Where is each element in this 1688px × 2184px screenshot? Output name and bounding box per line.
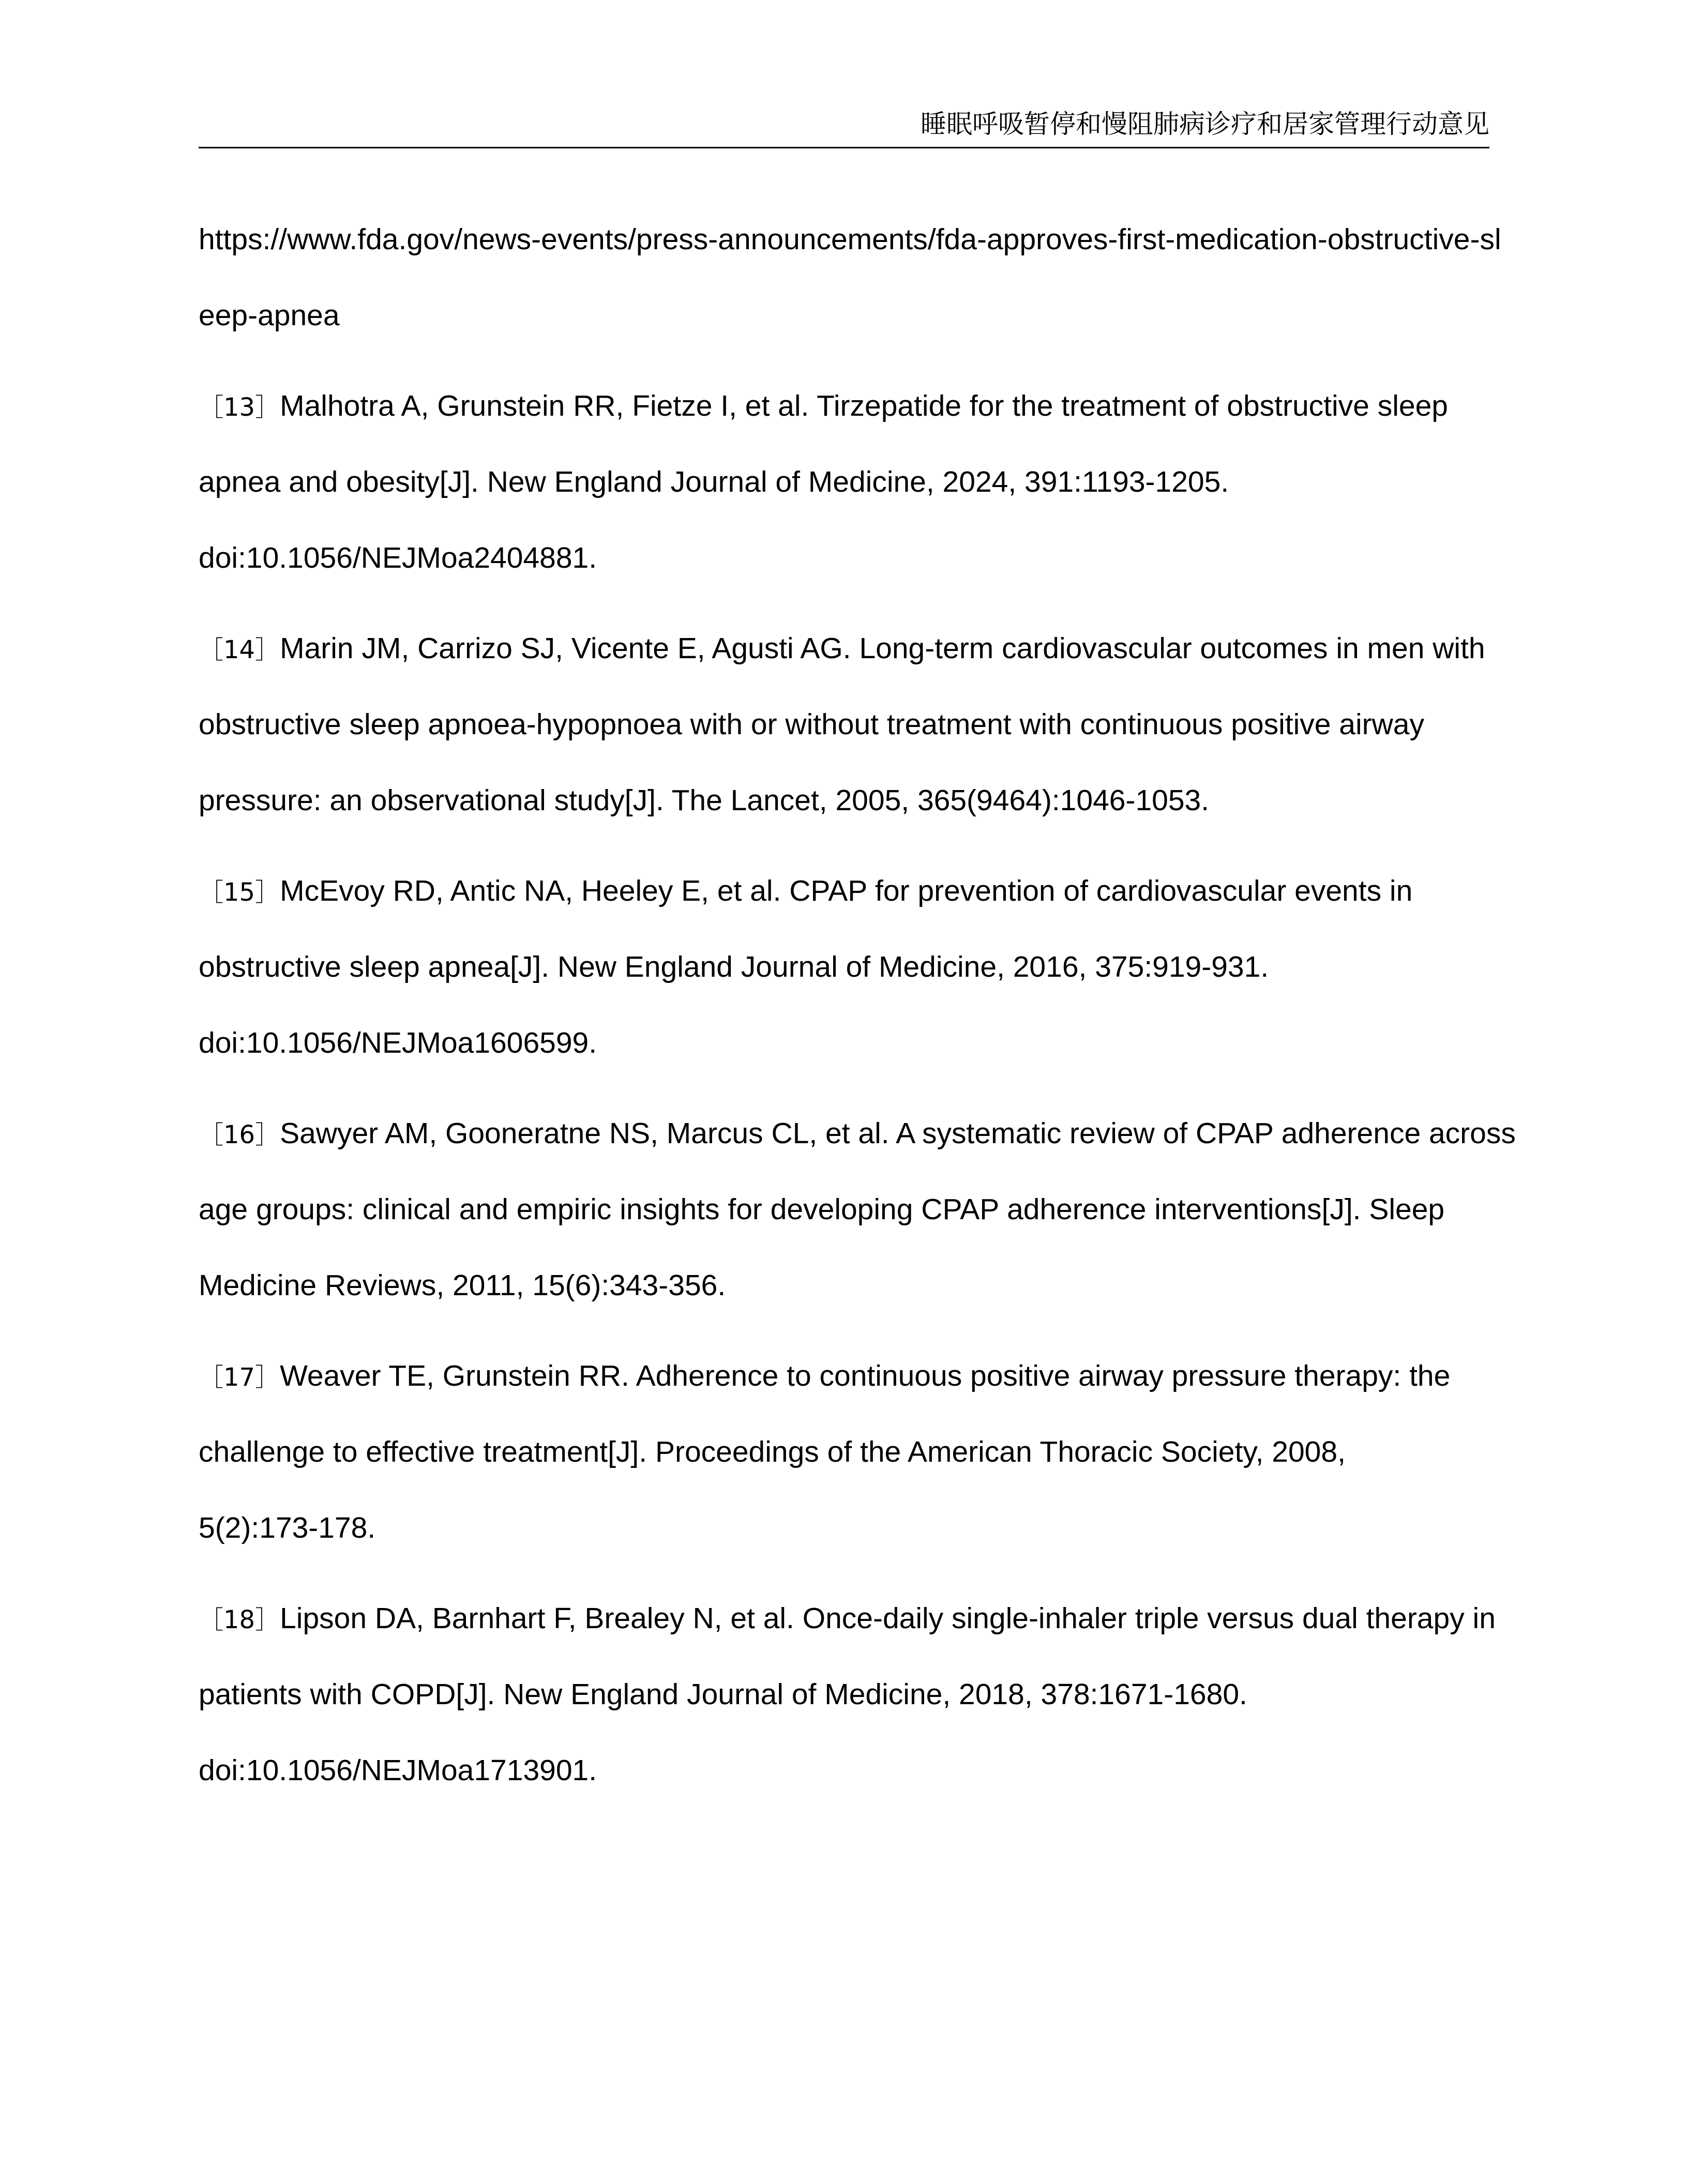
reference-line: doi:10.1056/NEJMoa1606599. [199,1026,597,1059]
reference-line: apnea and obesity[J]. New England Journal of Medicine, 2024, 391:1193-1205. [199,465,1229,498]
reference-line: doi:10.1056/NEJMoa2404881. [199,541,597,574]
reference-entry-15 [199,853,1491,1081]
url-continuation [199,202,1501,354]
reference-line [199,1338,1491,1414]
reference-line: obstructive sleep apnea[J]. New England Journal of Medicine, 2016, 375:919-931. [199,950,1269,983]
reference-text: Weaver TE, Grunstein RR. Adherence to continuous positive airway pressure therapy: the [280,1359,1451,1392]
reference-number: ［16］ [199,1120,280,1149]
header-divider [199,147,1489,148]
reference-line: pressure: an observational study[J]. The Lancet, 2005, 365(9464):1046-1053. [199,784,1210,817]
reference-line: age groups: clinical and empiric insights for developing CPAP adherence interventions[J]. Sleep [199,1193,1445,1226]
reference-line: 5(2):173-178. [199,1511,376,1544]
reference-line: patients with COPD[J]. New England Journal of Medicine, 2018, 378:1671-1680. [199,1678,1247,1711]
reference-line [199,853,1491,929]
reference-entry-16 [199,1096,1516,1324]
url-line: eep-apnea [199,299,340,332]
reference-line [199,1096,1516,1172]
reference-line: challenge to effective treatment[J]. Proceedings of the American Thoracic Society, 2008, [199,1435,1346,1468]
url-line: https://www.fda.gov/news-events/press-announcements/fda-approves-first-medication-obstructive-sl [199,223,1501,256]
reference-number: ［14］ [199,635,280,664]
reference-text: Marin JM, Carrizo SJ, Vicente E, Agusti AG. Long-term cardiovascular outcomes in men with [280,632,1485,665]
reference-line: doi:10.1056/NEJMoa1713901. [199,1754,597,1787]
reference-text: Lipson DA, Barnhart F, Brealey N, et al. Once-daily single-inhaler triple versus dual therapy in [280,1602,1496,1635]
reference-line [199,368,1491,444]
reference-entry-18 [199,1581,1496,1809]
reference-text: Sawyer AM, Gooneratne NS, Marcus CL, et al. A systematic review of CPAP adherence across [280,1117,1516,1150]
reference-number: ［17］ [199,1363,280,1392]
reference-entry-17 [199,1338,1491,1566]
reference-number: ［13］ [199,393,280,422]
reference-line [199,1581,1496,1657]
reference-number: ［18］ [199,1605,280,1634]
reference-text: Malhotra A, Grunstein RR, Fietze I, et al. Tirzepatide for the treatment of obstructive sleep [280,389,1448,422]
reference-text: McEvoy RD, Antic NA, Heeley E, et al. CPAP for prevention of cardiovascular events in [280,874,1413,907]
reference-line: Medicine Reviews, 2011, 15(6):343-356. [199,1269,726,1302]
reference-entry-13 [199,368,1491,596]
running-header: 睡眠呼吸暂停和慢阻肺病诊疗和居家管理行动意见 [921,109,1489,139]
reference-line [199,611,1491,687]
reference-list [199,202,1516,1809]
reference-number: ［15］ [199,878,280,907]
reference-entry-14 [199,611,1491,839]
reference-line: obstructive sleep apnoea-hypopnoea with or without treatment with continuous positive airway [199,708,1425,741]
